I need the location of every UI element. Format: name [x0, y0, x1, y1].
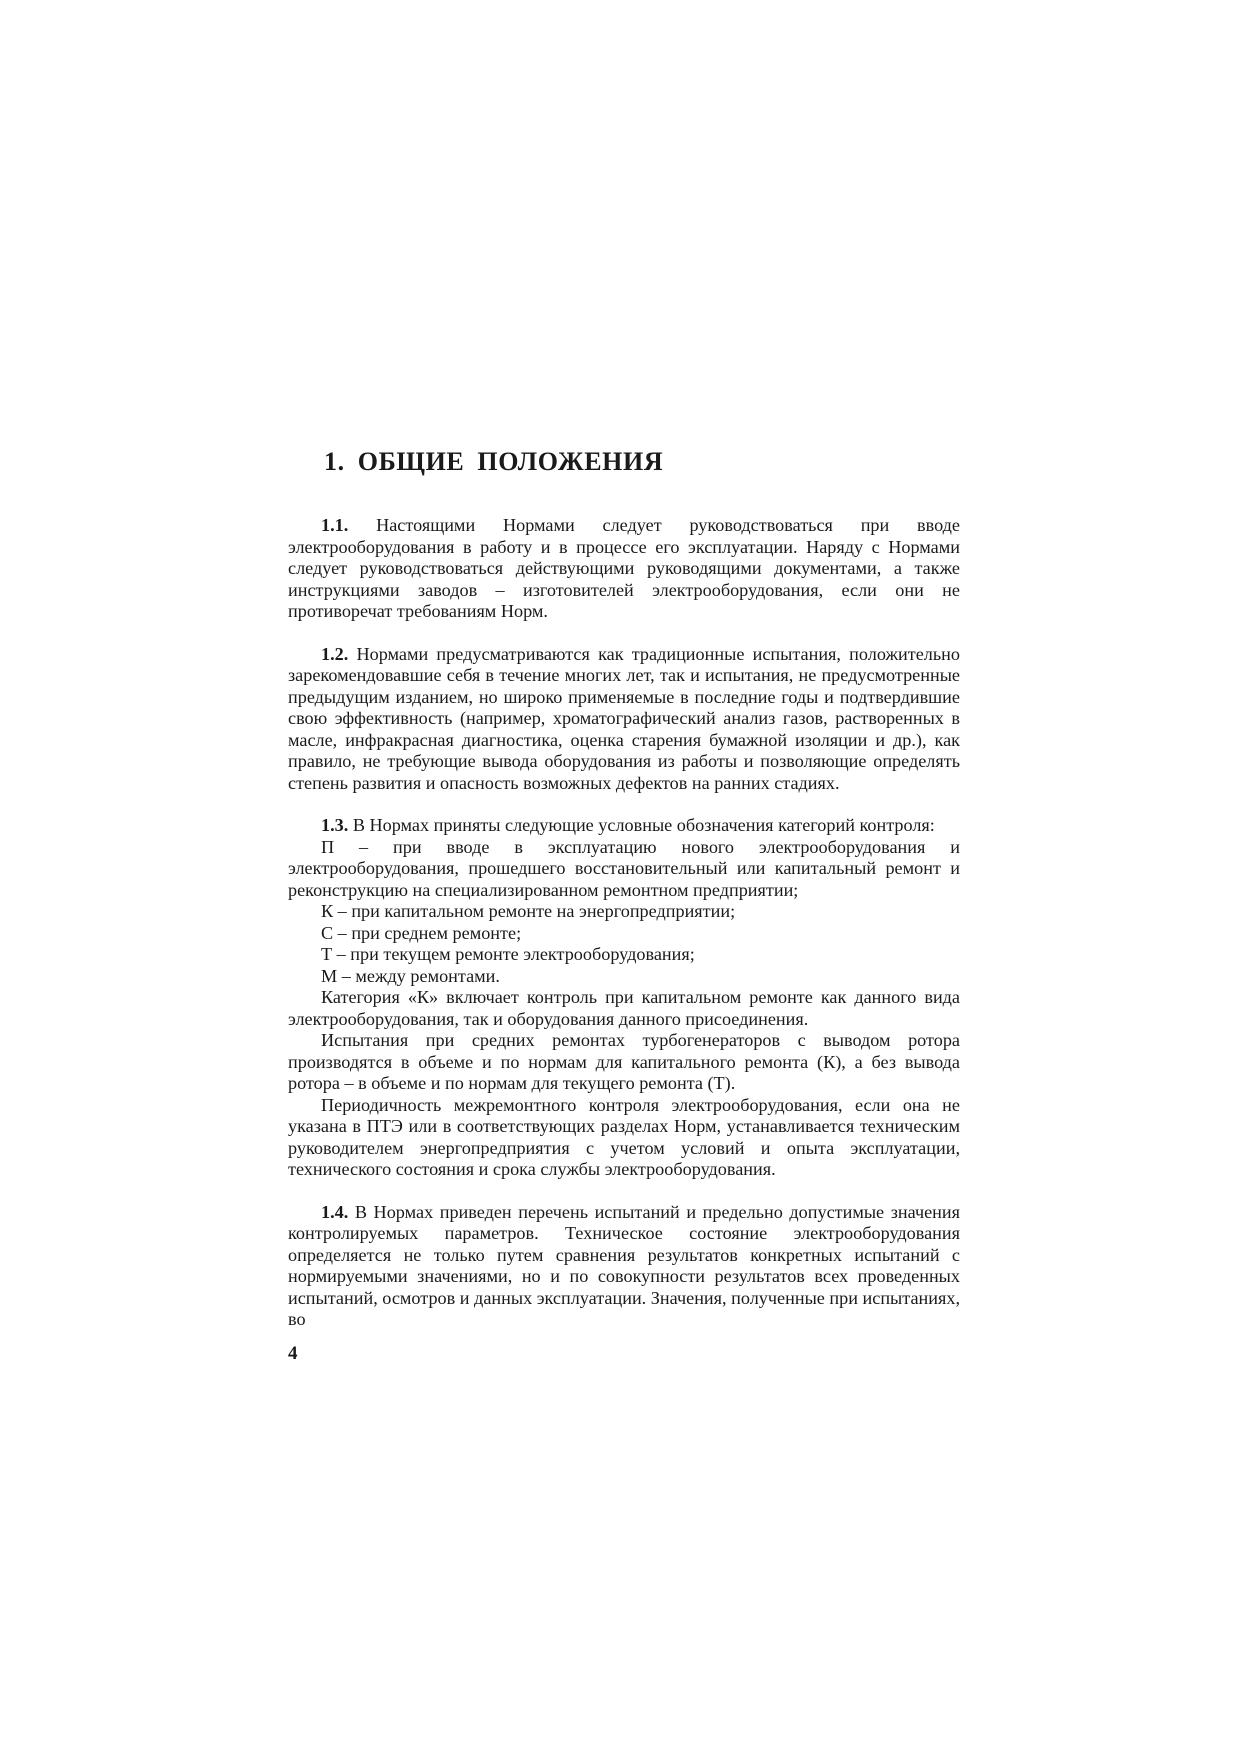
category-k-note: Категория «К» включает контроль при капитальном ремонте как данного вида электрооборудования, так и оборудования данного присоединения. [288, 987, 960, 1029]
paragraph-text: В Нормах приведен перечень испытаний и предельно допустимые значения контролируемых параметров. Техническое состояние электрооборудования определяется не только путем сравнения результатов конкретных испытаний с нормируемыми значениями, но и по совокупности результатов всех проведенных испытаний, осмотров и данных эксплуатации. Значения, полученные при испытаниях, во [288, 1201, 961, 1329]
category-s-definition: С – при среднем ремонте; [321, 922, 522, 943]
category-k-definition: К – при капитальном ремонте на энергопредприятии; [321, 901, 736, 921]
paragraph-text: Нормами предусматриваются как традиционные испытания, положительно зарекомендовавшие себя в течение многих лет, так и испытания, не предусмотренные предыдущим изданием, но широко применяемые в последние годы и подтвердившие свою эффективность (например, хроматографический анализ газов, растворенных в масле, инфракрасная диагностика, оценка старения бумажной изоляции и др.), как правило, не требующие вывода оборудования из работы и позволяющие определять степень развития и опасность возможных дефектов на ранних стадиях. [288, 643, 960, 793]
periodicity-note: Периодичность межремонтного контроля электрооборудования, если она не указана в ПТЭ или в соответствующих разделах Норм, устанавливается техническим руководителем энергопредприятия с учетом условий и опыта эксплуатации, технического состояния и срока службы электрооборудования. [288, 1094, 960, 1179]
paragraph-text: Настоящими Нормами следует руководствоваться при вводе электрооборудования в работу и в процессе его эксплуатации. Наряду с Нормами следует руководствоваться действующими руководящими документами, а также инструкциями заводов – изготовителей электрооборудования, если они не противоречат требованиям Норм. [288, 515, 961, 621]
page-number: 4 [288, 1343, 298, 1364]
paragraph-number: 1.2. [321, 643, 349, 664]
paragraph-text: В Нормах приняты следующие условные обозначения категорий контроля: [352, 815, 935, 835]
section-title: 1. ОБЩИЕ ПОЛОЖЕНИЯ [324, 447, 664, 476]
paragraph-1-2 [288, 644, 960, 795]
paragraph-1-4 [288, 1202, 960, 1331]
paragraph-number: 1.4. [321, 1201, 349, 1222]
paragraph-1-1 [288, 515, 960, 623]
turbogenerator-note: Испытания при средних ремонтах турбогенераторов с выводом ротора производятся в объеме и по нормам для капитального ремонта (К), а без вывода ротора – в объеме и по нормам для текущего ремонта (Т). [288, 1030, 960, 1093]
category-m-definition: М – между ремонтами. [321, 965, 500, 986]
paragraph-1-3 [288, 815, 960, 837]
paragraph-number: 1.1. [321, 515, 349, 535]
section-body [288, 515, 960, 1331]
category-p-definition: П – при вводе в эксплуатацию нового электрооборудования и электрооборудования, прошедшего восстановительный или капитальный ремонт и реконструкцию на специализированном ремонтном предприятии; [288, 836, 960, 900]
category-t-definition: Т – при текущем ремонте электрооборудования; [321, 944, 695, 964]
paragraph-number: 1.3. [321, 815, 349, 835]
